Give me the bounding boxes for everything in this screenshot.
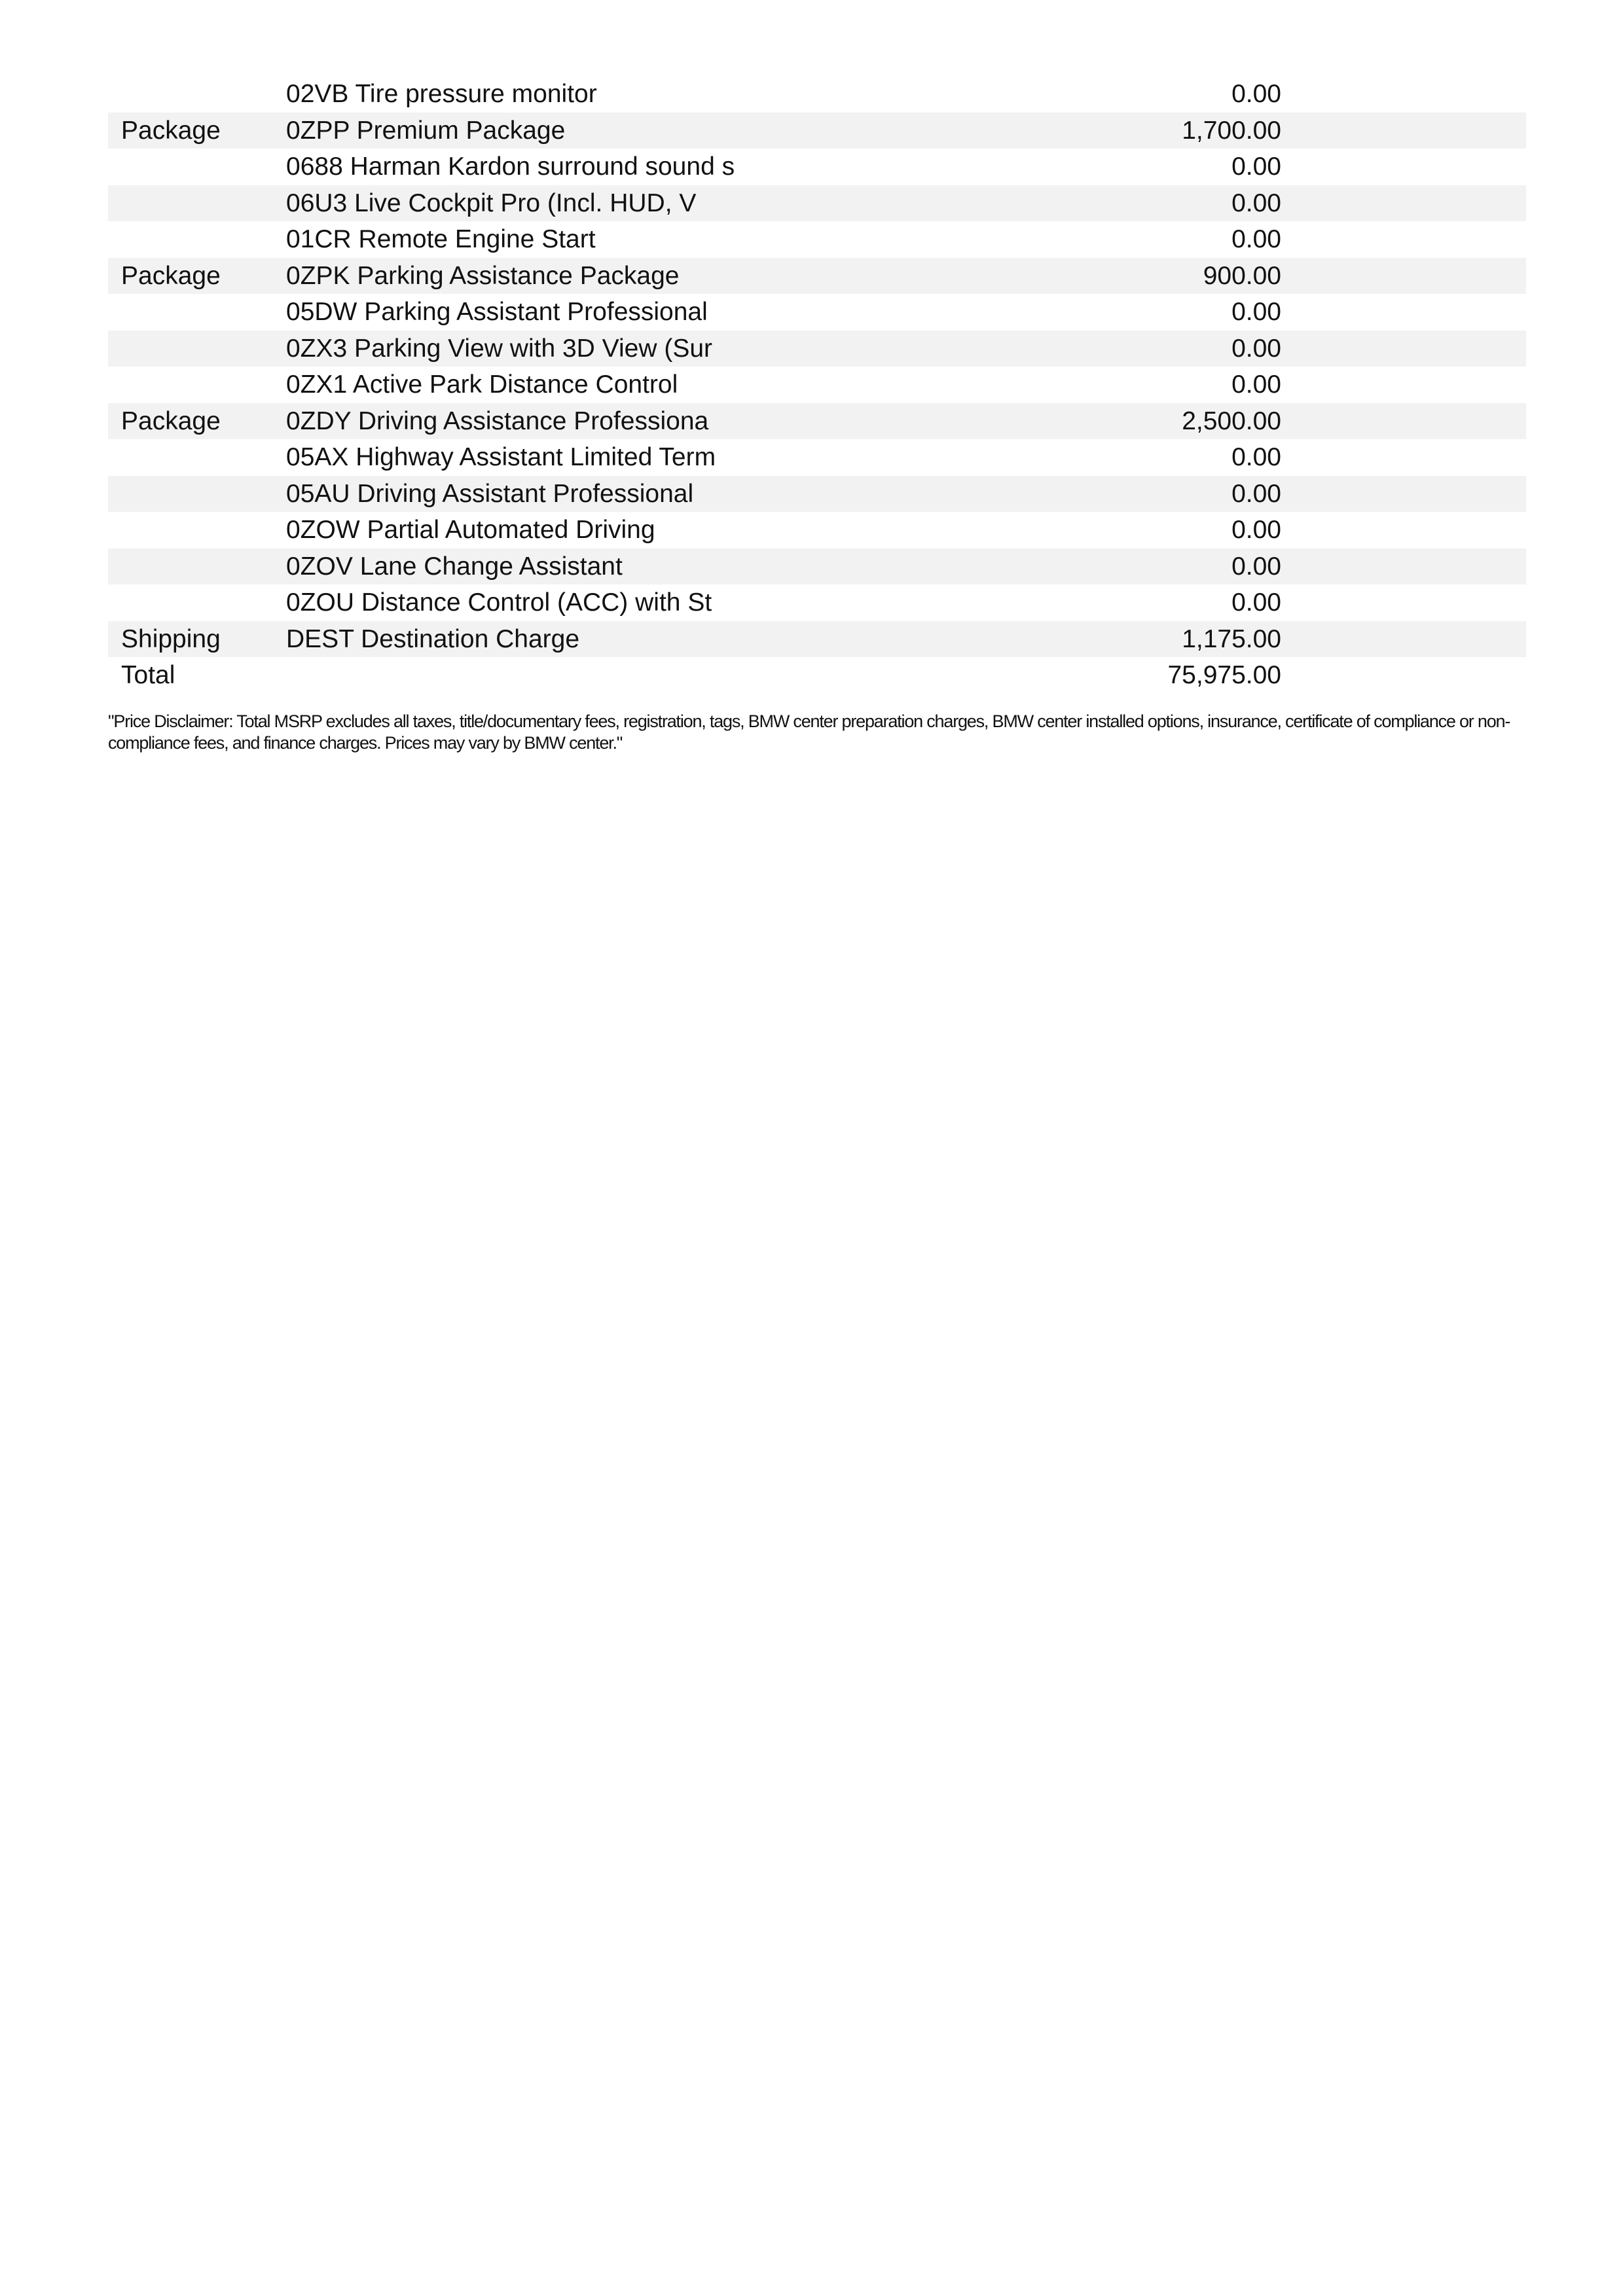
row-description: 0688 Harman Kardon surround sound s — [286, 152, 735, 181]
row-description: 05AU Driving Assistant Professional — [286, 479, 694, 508]
row-price: 2,500.00 — [1182, 406, 1281, 435]
row-description: 0ZPK Parking Assistance Package — [286, 261, 680, 290]
row-price: 0.00 — [1231, 516, 1281, 544]
row-description: 0ZX3 Parking View with 3D View (Sur — [286, 334, 713, 363]
table-row — [108, 367, 1526, 403]
total-price: 75,975.00 — [1167, 661, 1281, 689]
row-description: 0ZX1 Active Park Distance Control — [286, 370, 678, 399]
row-description: 0ZOU Distance Control (ACC) with St — [286, 588, 712, 617]
table-row — [108, 185, 1526, 222]
row-price: 0.00 — [1231, 334, 1281, 363]
row-price: 0.00 — [1231, 552, 1281, 581]
table-row — [108, 621, 1526, 658]
row-description: 0ZPP Premium Package — [286, 116, 566, 145]
table-row — [108, 403, 1526, 440]
row-price: 0.00 — [1231, 479, 1281, 508]
row-price: 0.00 — [1231, 298, 1281, 326]
row-type: Shipping — [121, 624, 221, 653]
row-price: 1,700.00 — [1182, 116, 1281, 145]
table-row — [108, 512, 1526, 548]
row-description: 0ZDY Driving Assistance Professiona — [286, 406, 709, 435]
row-price: 0.00 — [1231, 225, 1281, 253]
table-row — [108, 258, 1526, 295]
row-price: 0.00 — [1231, 188, 1281, 217]
row-price: 0.00 — [1231, 370, 1281, 399]
row-price: 0.00 — [1231, 152, 1281, 181]
row-price: 900.00 — [1203, 261, 1281, 290]
row-description: 0ZOV Lane Change Assistant — [286, 552, 623, 581]
table-row — [108, 439, 1526, 476]
row-price: 0.00 — [1231, 80, 1281, 108]
total-label: Total — [121, 661, 175, 689]
row-price: 1,175.00 — [1182, 624, 1281, 653]
price-table — [108, 76, 1526, 694]
table-row — [108, 294, 1526, 331]
row-description: 05AX Highway Assistant Limited Term — [286, 443, 716, 471]
table-row — [108, 221, 1526, 258]
row-price: 0.00 — [1231, 443, 1281, 471]
total-row — [108, 657, 1526, 694]
row-description: 02VB Tire pressure monitor — [286, 80, 597, 108]
table-row — [108, 548, 1526, 585]
price-disclaimer: "Price Disclaimer: Total MSRP excludes all taxes, title/documentary fees, registration, tags, BMW center preparation charges, BMW center installed options, insurance, certificate of compliance or non-compliance fees, and finance charges. Prices may vary by BMW center." — [108, 711, 1510, 753]
row-description: 06U3 Live Cockpit Pro (Incl. HUD, V — [286, 188, 697, 217]
row-type: Package — [121, 116, 221, 145]
row-description: 05DW Parking Assistant Professional — [286, 298, 708, 326]
table-row — [108, 113, 1526, 149]
row-type: Package — [121, 261, 221, 290]
table-row — [108, 584, 1526, 621]
row-type: Package — [121, 406, 221, 435]
row-description: 01CR Remote Engine Start — [286, 225, 596, 253]
table-row — [108, 76, 1526, 113]
table-row — [108, 331, 1526, 367]
row-description: DEST Destination Charge — [286, 624, 580, 653]
row-description: 0ZOW Partial Automated Driving — [286, 516, 655, 544]
table-row — [108, 149, 1526, 185]
table-row — [108, 476, 1526, 512]
row-price: 0.00 — [1231, 588, 1281, 617]
